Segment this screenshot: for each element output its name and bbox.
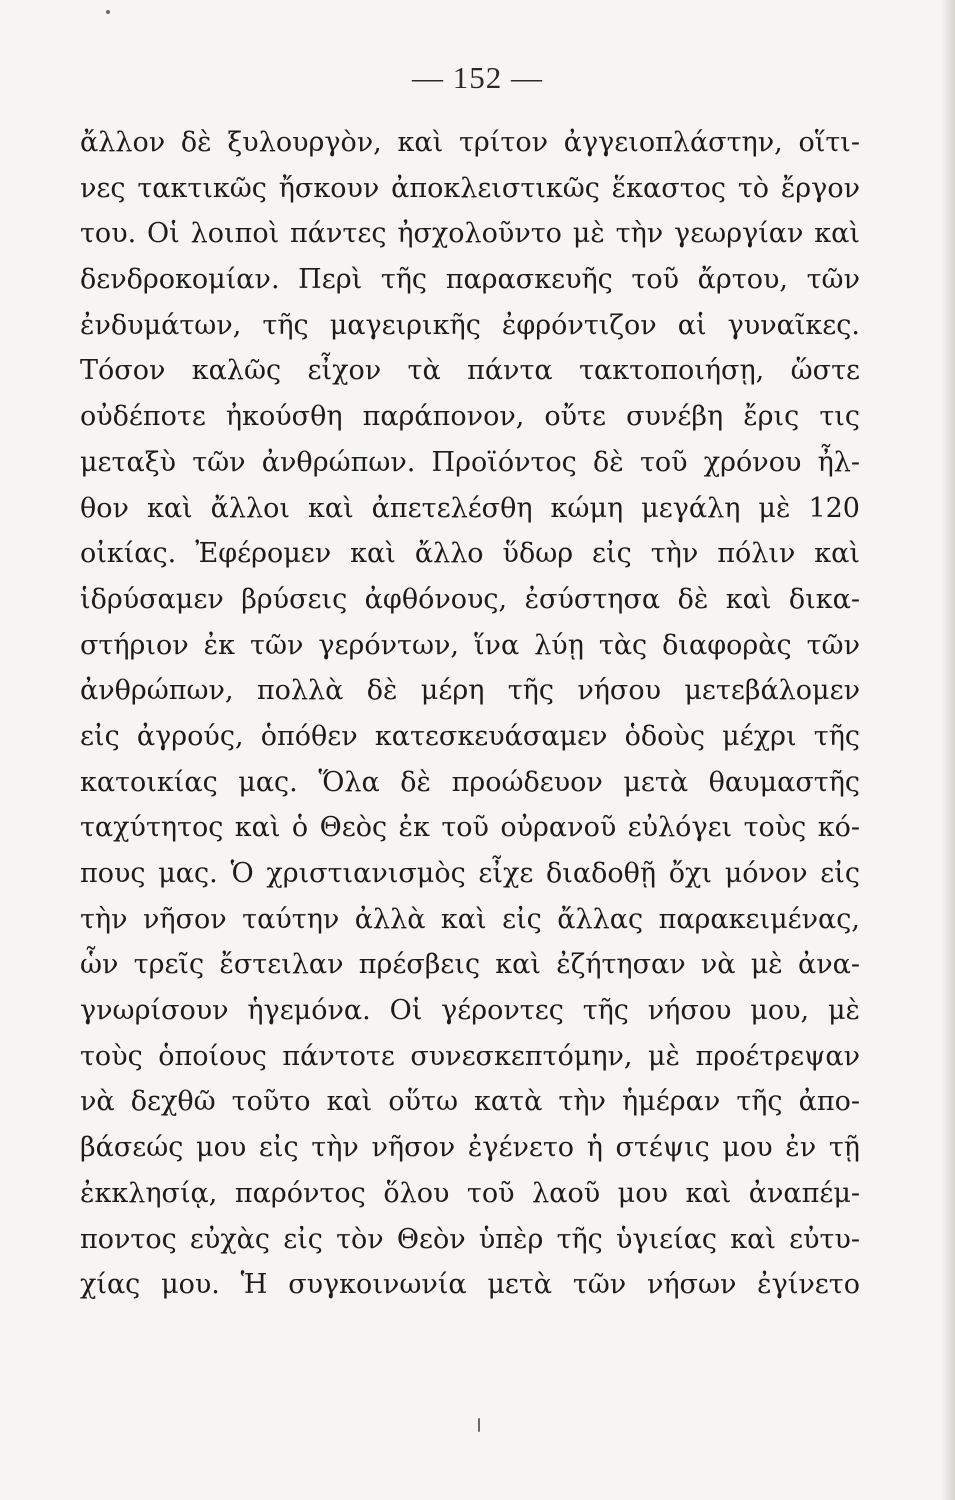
text-line: βάσεώς μου εἰς τὴν νῆσον ἐγένετο ἡ στέψις μου ἐν τῇ [80,1132,860,1164]
text-line: κατοικίας μας. Ὅλα δὲ προώδευον μετὰ θαυμαστῆς [80,766,860,798]
text-line: στήριον ἐκ τῶν γερόντων, ἵνα λύῃ τὰς διαφορὰς τῶν [80,629,860,661]
text-line: θον καὶ ἄλλοι καὶ ἀπετελέσθη κώμη μεγάλη μὲ 120 [80,492,860,524]
page-edge [941,0,955,1500]
text-line: οἰκίας. Ἐφέρομεν καὶ ἄλλο ὕδωρ εἰς τὴν πόλιν καὶ [80,538,860,570]
text-line: ποντος εὐχὰς εἰς τὸν Θεὸν ὑπὲρ τῆς ὑγιείας καὶ εὐτυ- [80,1223,860,1255]
text-line: νὰ δεχθῶ τοῦτο καὶ οὕτω κατὰ τὴν ἡμέραν τῆς ἀπο- [80,1086,860,1118]
text-line: Τόσον καλῶς εἶχον τὰ πάντα τακτοποιήσῃ, ὥστε [80,355,860,387]
text-line: ἱδρύσαμεν βρύσεις ἀφθόνους, ἐσύστησα δὲ καὶ δικα- [80,583,860,615]
text-line: τὴν νῆσον ταύτην ἀλλὰ καὶ εἰς ἄλλας παρακειμένας, [80,903,860,935]
text-line: ἐκκλησίᾳ, παρόντος ὅλου τοῦ λαοῦ μου καὶ ἀναπέμ- [80,1177,860,1209]
text-line: του. Οἱ λοιποὶ πάντες ἠσχολοῦντο μὲ τὴν γεωργίαν καὶ [80,218,860,250]
text-line: ἄλλον δὲ ξυλουργὸν, καὶ τρίτον ἀγγειοπλάστην, οἵτι- [80,127,860,158]
text-line: νες τακτικῶς ἤσκουν ἀποκλειστικῶς ἕκαστος τὸ ἔργον [80,172,860,204]
text-line: οὐδέποτε ἠκούσθη παράπονον, οὔτε συνέβη ἔρις τις [80,401,860,433]
text-line: εἰς ἀγρούς, ὁπόθεν κατεσκευάσαμεν ὁδοὺς μέχρι τῆς [80,720,860,752]
page-number: — 152 — [412,60,543,95]
text-line: μεταξὺ τῶν ἀνθρώπων. Προϊόντος δὲ τοῦ χρόνου ἦλ- [80,446,860,478]
text-line: ταχύτητος καὶ ὁ Θεὸς ἐκ τοῦ οὐρανοῦ εὐλόγει τοὺς κό- [80,812,860,844]
text-line: ὧν τρεῖς ἔστειλαν πρέσβεις καὶ ἐζήτησαν νὰ μὲ ἀνα- [80,949,860,981]
ink-speck [106,10,110,14]
text-line: χίας μου. Ἡ συγκοινωνία μετὰ τῶν νήσων ἐγίνετο [80,1269,860,1301]
text-line: τοὺς ὁποίους πάντοτε συνεσκεπτόμην, μὲ προέτρεψαν [80,1040,860,1072]
body-text [80,120,860,1308]
text-line: πους μας. Ὁ χριστιανισμὸς εἶχε διαδοθῇ ὄχι μόνον εἰς [80,858,860,889]
ink-speck [478,1418,480,1432]
text-line: ἐνδυμάτων, τῆς μαγειρικῆς ἐφρόντιζον αἱ γυναῖκες. [80,309,860,341]
text-line: γνωρίσουν ἡγεμόνα. Οἱ γέροντες τῆς νήσου μου, μὲ [80,995,860,1027]
text-line: δενδροκομίαν. Περὶ τῆς παρασκευῆς τοῦ ἄρτου, τῶν [80,264,860,296]
text-line: ἀνθρώπων, πολλὰ δὲ μέρη τῆς νήσου μετεβάλομεν [80,675,860,707]
